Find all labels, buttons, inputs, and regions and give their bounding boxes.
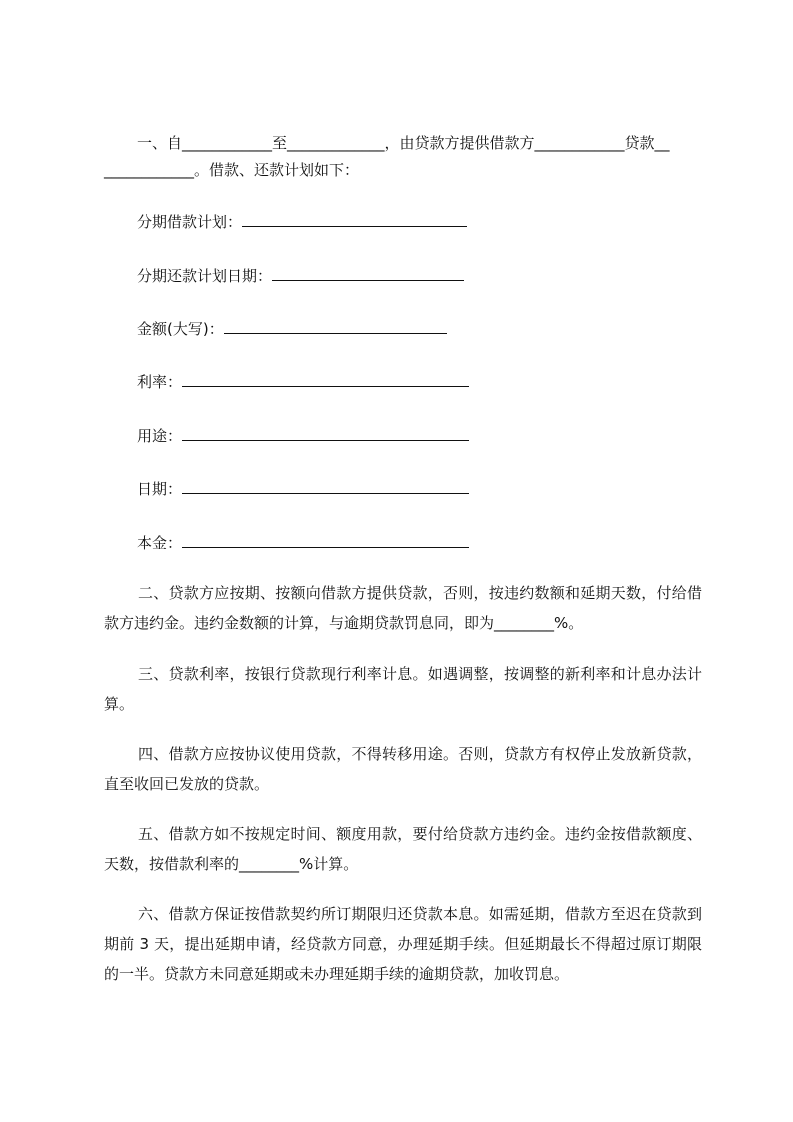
blank-line — [224, 319, 447, 334]
blank-line — [182, 426, 469, 441]
clause-3: 三、贷款利率，按银行贷款现行利率计息。如遇调整，按调整的新利率和计息办法计算。 — [104, 665, 702, 713]
field-label: 本金： — [137, 534, 183, 552]
field-label: 分期借款计划： — [137, 213, 243, 231]
blank-line — [182, 479, 469, 494]
blank-line — [182, 533, 469, 548]
field-installment-borrowing-plan — [137, 212, 467, 232]
blank-line — [242, 212, 467, 227]
field-amount-in-words — [137, 319, 447, 339]
clause-1-line-1: 一、自____________至_____________，由贷款方提供借款方____________贷款__ — [137, 134, 670, 152]
field-label: 分期还款计划日期： — [137, 267, 273, 285]
field-label: 日期： — [137, 480, 183, 498]
field-label: 用途： — [137, 427, 183, 445]
clause-1-line-2: ____________。借款、还款计划如下： — [104, 161, 360, 179]
field-installment-repayment-date — [137, 266, 464, 286]
field-interest-rate — [137, 372, 469, 392]
field-principal — [137, 533, 469, 553]
clause-6: 六、借款方保证按借款契约所订期限归还贷款本息。如需延期，借款方至迟在贷款到期前 3 天，提出延期申请，经贷款方同意，办理延期手续。但延期最长不得超过原订期限的一半。贷款方未同意延期或未办理延期手续的逾期贷款，加收罚息。 — [104, 905, 702, 983]
field-date — [137, 479, 469, 499]
clause-4: 四、借款方应按协议使用贷款，不得转移用途。否则，贷款方有权停止发放新贷款，直至收回已发放的贷款。 — [104, 745, 702, 793]
field-label: 金额(大写)： — [137, 320, 224, 338]
field-purpose — [137, 426, 469, 446]
clause-2: 二、贷款方应按期、按额向借款方提供贷款，否则，按违约数额和延期天数，付给借款方违约金。违约金数额的计算，与逾期贷款罚息同，即为________%。 — [104, 584, 702, 632]
blank-line — [272, 266, 464, 281]
blank-line — [182, 372, 469, 387]
clause-5: 五、借款方如不按规定时间、额度用款，要付给贷款方违约金。违约金按借款额度、天数，按借款利率的________%计算。 — [104, 825, 702, 873]
field-label: 利率： — [137, 373, 183, 391]
